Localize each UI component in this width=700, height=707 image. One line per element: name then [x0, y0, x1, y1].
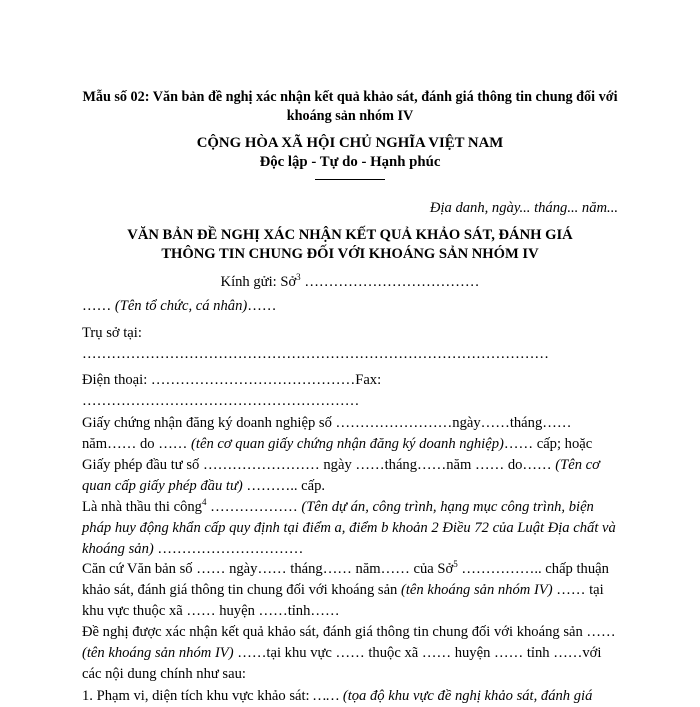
- basis-text-1: Căn cứ Văn bản số …… ngày…… tháng…… năm…… của Sở: [82, 561, 454, 577]
- gcn-agency-placeholder: (tên cơ quan giấy chứng nhận đăng ký doanh nghiệp): [191, 436, 504, 452]
- place-date: Địa danh, ngày... tháng... năm...: [429, 200, 618, 216]
- contractor-trailing-dots: …………………………: [153, 541, 304, 557]
- phone-fax-line: Điện thoại: ……………………………………Fax:: [82, 372, 382, 388]
- footnote-4: 4: [201, 497, 207, 508]
- org-suffix: ……: [247, 298, 277, 314]
- org-prefix: ……: [82, 298, 115, 314]
- scope-line: [82, 686, 618, 707]
- fax-dots: …………………………………………………: [82, 393, 360, 409]
- gcn-text-3: ……….. cấp.: [242, 478, 326, 494]
- footnote-5: 5: [453, 559, 458, 570]
- footnote-3: 3: [296, 272, 301, 283]
- recipient-line: [82, 272, 618, 293]
- contractor-label: Là nhà thầu thi công: [82, 499, 202, 515]
- gcn-text-1: Giấy chứng nhận đăng ký doanh nghiệp số ……………………ngày……tháng…… năm…… do ……: [82, 415, 572, 452]
- org-name-placeholder: (Tên tổ chức, cá nhân): [114, 298, 248, 314]
- investment-agency-placeholder: (Tên cơ quan cấp giấy phép đầu tư): [82, 457, 600, 494]
- project-placeholder: (Tên dự án, công trình, hạng mục công trình, biện pháp huy động khẩn cấp quy định tại điểm a, điểm b khoản 2 Điều 72 của Luật Địa chất và khoáng sản): [82, 499, 616, 557]
- head-office-label: Trụ sở tại:: [82, 325, 142, 341]
- contractor-paragraph: [82, 497, 618, 560]
- business-registration-paragraph: [82, 413, 618, 497]
- request-mineral-placeholder: (tên khoáng sản nhóm IV): [82, 645, 234, 661]
- title-line-2: THÔNG TIN CHUNG ĐỐI VỚI KHOÁNG SẢN NHÓM IV: [161, 246, 539, 262]
- basis-text-3: …… tại khu vực thuộc xã …… huyện ……tỉnh……: [82, 582, 604, 619]
- request-paragraph: [82, 622, 618, 685]
- mineral-name-placeholder: (tên khoáng sản nhóm IV): [401, 582, 553, 598]
- document-title: [82, 226, 618, 264]
- scope-label: 1. Phạm vi, diện tích khu vực khảo sát:: [82, 688, 314, 704]
- organization-line: [82, 296, 618, 317]
- basis-text-2: …………….. chấp thuận khảo sát, đánh giá thông tin chung đối với khoáng sản: [82, 561, 609, 598]
- motto: Độc lập - Tự do - Hạnh phúc: [259, 154, 441, 170]
- basis-paragraph: [82, 559, 618, 622]
- gcn-text-2: …… cấp; hoặc Giấy phép đầu tư số …………………… ngày ……tháng……năm …… do……: [82, 436, 593, 473]
- form-header: Mẫu số 02: Văn bản đề nghị xác nhận kết quả khảo sát, đánh giá thông tin chung đối với khoáng sản nhóm IV: [82, 89, 618, 124]
- head-office-dots: ……………………………………………………………………………………: [82, 346, 549, 362]
- scope-detail: …… (tọa độ khu vực đề nghị khảo sát, đánh giá: [313, 688, 593, 704]
- recipient-label: Kính gửi: Sở: [220, 274, 297, 290]
- request-text-2: ……tại khu vực …… thuộc xã …… huyện …… tỉnh ……với các nội dung chính như sau:: [82, 645, 602, 682]
- request-text-1: Đề nghị được xác nhận kết quả khảo sát, đánh giá thông tin chung đối với khoáng sản ……: [82, 624, 616, 640]
- contractor-dots: ………………: [206, 499, 302, 515]
- motto-underline: [315, 179, 385, 180]
- country-name: CỘNG HÒA XÃ HỘI CHỦ NGHĨA VIỆT NAM: [196, 135, 504, 151]
- recipient-dots: ………………………………: [300, 274, 480, 290]
- title-line-1: VĂN BẢN ĐỀ NGHỊ XÁC NHẬN KẾT QUẢ KHẢO SÁT, ĐÁNH GIÁ: [127, 227, 573, 243]
